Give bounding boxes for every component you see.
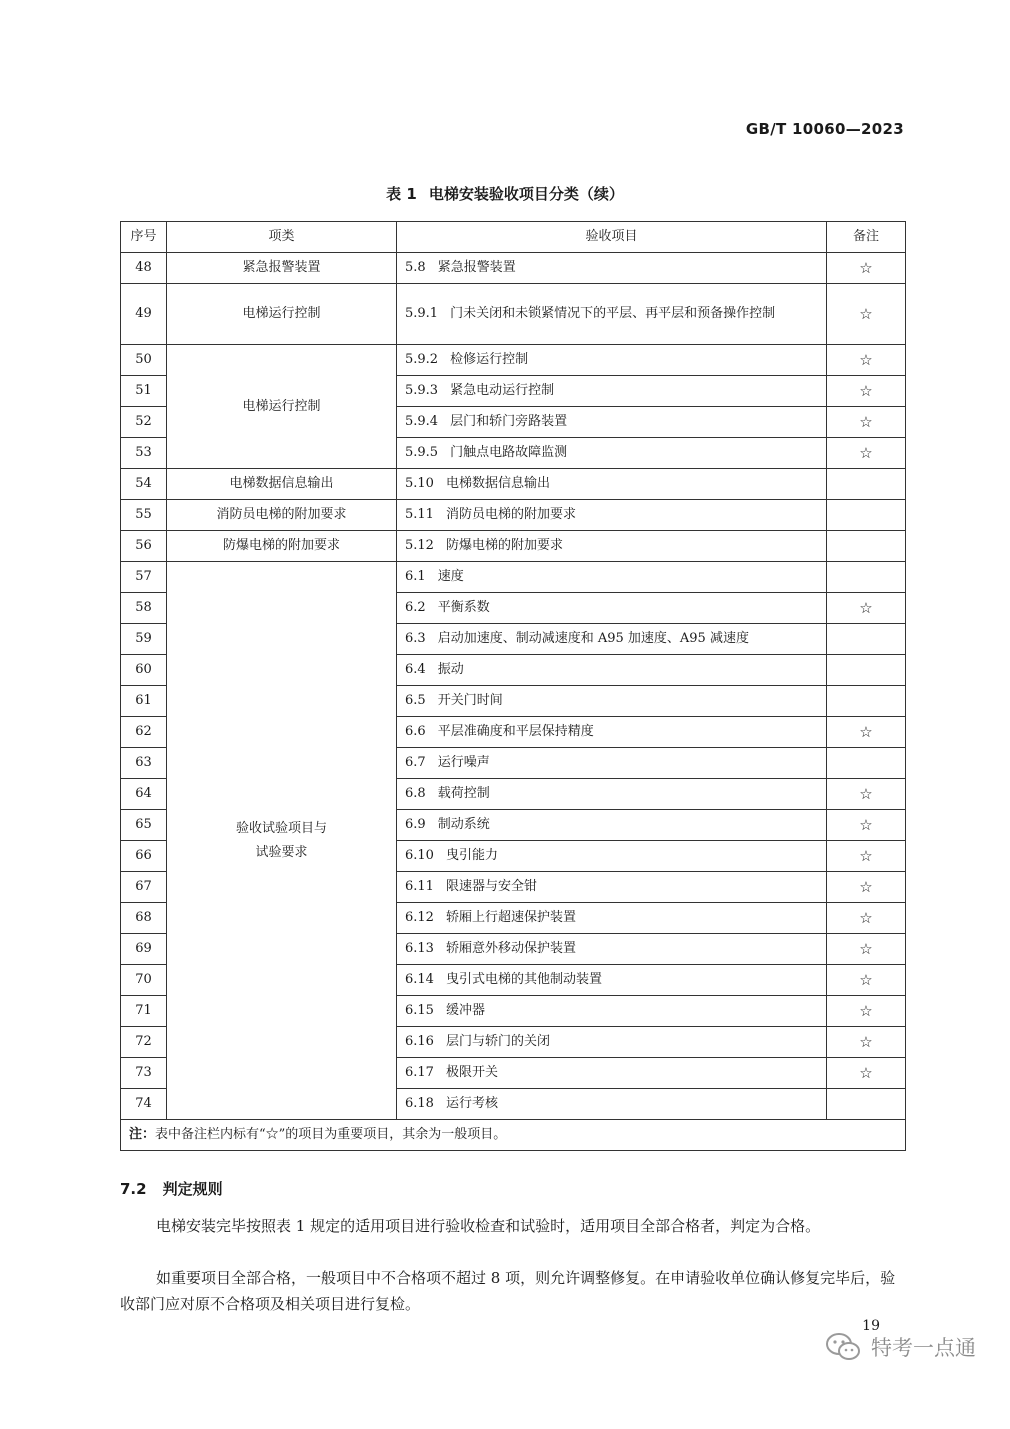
item-text: 曳引能力: [445, 848, 498, 863]
row-category: 防爆电梯的附加要求: [167, 531, 397, 562]
row-item: [397, 593, 827, 624]
row-item: [397, 655, 827, 686]
row-item: [397, 407, 827, 438]
section-title: 判定规则: [162, 1180, 223, 1198]
header-item: 验收项目: [397, 222, 827, 253]
watermark-text: 特考一点通: [871, 1336, 976, 1360]
item-section: 6.12: [405, 910, 434, 925]
row-category: 紧急报警装置: [167, 253, 397, 284]
row-category-test-requirements: [167, 562, 397, 1120]
item-text: 运行考核: [445, 1096, 498, 1111]
row-remark: ☆: [827, 376, 906, 407]
row-remark: [827, 624, 906, 655]
row-remark: ☆: [827, 841, 906, 872]
row-no: 61: [121, 686, 167, 717]
row-no: 66: [121, 841, 167, 872]
row-item: [397, 996, 827, 1027]
item-text: 开关门时间: [437, 693, 503, 708]
row-remark: [827, 531, 906, 562]
row-item: [397, 284, 827, 345]
item-text: 极限开关: [445, 1065, 498, 1080]
item-text: 载荷控制: [437, 786, 490, 801]
item-section: 6.5: [405, 693, 426, 708]
row-no: 49: [121, 284, 167, 345]
item-text: 层门与轿门的关闭: [445, 1034, 550, 1049]
row-no: 57: [121, 562, 167, 593]
item-section: 6.8: [405, 786, 426, 801]
item-text: 缓冲器: [445, 1003, 485, 1018]
section-heading: [120, 1178, 223, 1199]
row-item: [397, 903, 827, 934]
item-section: 6.15: [405, 1003, 434, 1018]
paragraph-2: 如重要项目全部合格，一般项目中不合格项不超过 8 项，则允许调整修复。在申请验收单位确认修复完毕后，验收部门应对原不合格项及相关项目进行复检。: [120, 1269, 896, 1313]
table-row: [121, 500, 906, 531]
row-category: 消防员电梯的附加要求: [167, 500, 397, 531]
row-remark: [827, 1089, 906, 1120]
item-section: 5.12: [405, 538, 434, 553]
row-no: 56: [121, 531, 167, 562]
note-text: 表中备注栏内标有“☆”的项目为重要项目，其余为一般项目。: [155, 1127, 507, 1142]
table-row: [121, 284, 906, 345]
row-no: 67: [121, 872, 167, 903]
item-text: 限速器与安全钳: [445, 879, 537, 894]
row-remark: [827, 655, 906, 686]
row-no: 51: [121, 376, 167, 407]
item-section: 6.6: [405, 724, 426, 739]
row-remark: ☆: [827, 965, 906, 996]
row-remark: ☆: [827, 345, 906, 376]
row-no: 53: [121, 438, 167, 469]
row-no: 54: [121, 469, 167, 500]
row-no: 73: [121, 1058, 167, 1089]
table-row: [121, 253, 906, 284]
row-remark: [827, 748, 906, 779]
item-text: 平衡系数: [437, 600, 490, 615]
item-section: 5.9.4: [405, 414, 439, 429]
item-text: 层门和轿门旁路装置: [450, 414, 568, 429]
table-row: [121, 469, 906, 500]
item-section: 6.18: [405, 1096, 434, 1111]
item-text: 运行噪声: [437, 755, 490, 770]
table-header-row: [121, 222, 906, 253]
item-section: 6.4: [405, 662, 426, 677]
item-section: 6.17: [405, 1065, 434, 1080]
paragraph-1: 电梯安装完毕按照表 1 规定的适用项目进行验收检查和试验时，适用项目全部合格者，判定为合格。: [156, 1217, 821, 1235]
table-title: [0, 183, 1010, 204]
row-item: [397, 500, 827, 531]
row-remark: ☆: [827, 253, 906, 284]
row-no: 55: [121, 500, 167, 531]
item-text: 消防员电梯的附加要求: [445, 507, 576, 522]
row-item: [397, 562, 827, 593]
row-item: [397, 934, 827, 965]
note-label: 注：: [129, 1127, 156, 1142]
watermark: [825, 1332, 976, 1362]
row-category: 电梯运行控制: [167, 345, 397, 469]
row-remark: ☆: [827, 934, 906, 965]
row-item: [397, 810, 827, 841]
item-section: 5.10: [405, 476, 434, 491]
row-item: [397, 1089, 827, 1120]
row-no: 58: [121, 593, 167, 624]
item-text: 轿厢意外移动保护装置: [445, 941, 576, 956]
item-text: 曳引式电梯的其他制动装置: [445, 972, 602, 987]
item-section: 6.3: [405, 631, 426, 646]
table-row: [121, 562, 906, 593]
row-remark: ☆: [827, 903, 906, 934]
item-text: 平层准确度和平层保持精度: [437, 724, 594, 739]
item-section: 6.14: [405, 972, 434, 987]
row-item: [397, 376, 827, 407]
row-category: 电梯运行控制: [167, 284, 397, 345]
item-text: 门未关闭和未锁紧情况下的平层、再平层和预备操作控制: [450, 306, 776, 321]
row-no: 48: [121, 253, 167, 284]
row-item: [397, 717, 827, 748]
row-remark: ☆: [827, 284, 906, 345]
row-item: [397, 965, 827, 996]
row-item: [397, 624, 827, 655]
item-text: 电梯数据信息输出: [445, 476, 550, 491]
item-text: 防爆电梯的附加要求: [445, 538, 563, 553]
header-remark: 备注: [827, 222, 906, 253]
table-note: [121, 1120, 906, 1151]
row-remark: ☆: [827, 717, 906, 748]
row-remark: [827, 500, 906, 531]
item-section: 6.9: [405, 817, 426, 832]
item-text: 制动系统: [437, 817, 490, 832]
row-remark: ☆: [827, 407, 906, 438]
row-remark: ☆: [827, 872, 906, 903]
item-section: 6.13: [405, 941, 434, 956]
row-no: 63: [121, 748, 167, 779]
row-item: [397, 748, 827, 779]
item-section: 5.9.2: [405, 352, 439, 367]
header-category: 项类: [167, 222, 397, 253]
item-section: 5.9.3: [405, 383, 439, 398]
item-section: 5.8: [405, 260, 426, 275]
item-text: 速度: [437, 569, 464, 584]
standard-code: GB/T 10060—2023: [745, 120, 904, 138]
item-section: 6.7: [405, 755, 426, 770]
row-item: [397, 253, 827, 284]
item-section: 6.11: [405, 879, 434, 894]
section-number: 7.2: [120, 1180, 147, 1198]
row-remark: ☆: [827, 1027, 906, 1058]
header-no: 序号: [121, 222, 167, 253]
item-section: 6.10: [405, 848, 434, 863]
item-section: 5.9.5: [405, 445, 439, 460]
table-row: [121, 531, 906, 562]
row-item: [397, 469, 827, 500]
item-text: 启动加速度、制动减速度和 A95 加速度、A95 减速度: [437, 631, 749, 646]
row-no: 60: [121, 655, 167, 686]
row-remark: [827, 686, 906, 717]
category-line-1: 验收试验项目与: [235, 820, 327, 836]
row-item: [397, 438, 827, 469]
table-title-text: 电梯安装验收项目分类（续）: [428, 185, 624, 203]
page-number: 19: [862, 1318, 880, 1334]
item-section: 6.16: [405, 1034, 434, 1049]
row-remark: ☆: [827, 593, 906, 624]
row-no: 62: [121, 717, 167, 748]
item-section: 6.1: [405, 569, 426, 584]
row-remark: ☆: [827, 438, 906, 469]
row-remark: ☆: [827, 810, 906, 841]
row-no: 71: [121, 996, 167, 1027]
row-no: 59: [121, 624, 167, 655]
item-text: 检修运行控制: [450, 352, 529, 367]
row-no: 69: [121, 934, 167, 965]
row-item: [397, 1058, 827, 1089]
category-line-2: 试验要求: [255, 844, 308, 860]
row-no: 74: [121, 1089, 167, 1120]
wechat-icon: [825, 1332, 861, 1362]
table-note-row: [121, 1120, 906, 1151]
item-text: 紧急电动运行控制: [450, 383, 555, 398]
row-category: 电梯数据信息输出: [167, 469, 397, 500]
row-remark: [827, 469, 906, 500]
table-row: [121, 345, 906, 376]
item-text: 门触点电路故障监测: [450, 445, 568, 460]
row-item: [397, 531, 827, 562]
row-no: 50: [121, 345, 167, 376]
row-item: [397, 345, 827, 376]
item-section: 5.9.1: [405, 306, 439, 321]
row-no: 64: [121, 779, 167, 810]
row-remark: [827, 562, 906, 593]
row-remark: ☆: [827, 779, 906, 810]
row-no: 65: [121, 810, 167, 841]
row-item: [397, 686, 827, 717]
row-item: [397, 872, 827, 903]
row-item: [397, 779, 827, 810]
item-text: 轿厢上行超速保护装置: [445, 910, 576, 925]
item-section: 6.2: [405, 600, 426, 615]
row-item: [397, 841, 827, 872]
row-no: 52: [121, 407, 167, 438]
row-no: 72: [121, 1027, 167, 1058]
row-remark: ☆: [827, 996, 906, 1027]
acceptance-items-table: [120, 221, 906, 1151]
item-text: 振动: [437, 662, 464, 677]
row-no: 68: [121, 903, 167, 934]
row-no: 70: [121, 965, 167, 996]
row-item: [397, 1027, 827, 1058]
row-remark: ☆: [827, 1058, 906, 1089]
item-section: 5.11: [405, 507, 434, 522]
table-title-prefix: 表 1: [386, 185, 417, 203]
item-text: 紧急报警装置: [437, 260, 516, 275]
